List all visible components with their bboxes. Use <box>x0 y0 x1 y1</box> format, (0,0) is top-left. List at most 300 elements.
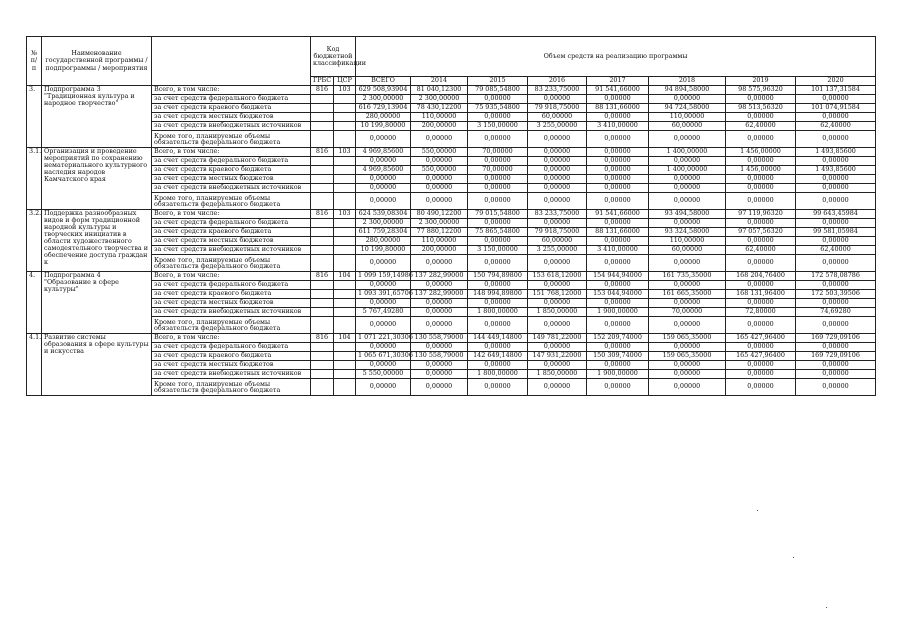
amount-cell: 161 665,35000 <box>649 290 726 299</box>
amount-cell: 0,00000 <box>528 379 587 396</box>
amount-cell: 0,00000 <box>468 379 528 396</box>
funding-source: Кроме того, планируемые объемы обязательств федерального бюджета <box>152 379 311 396</box>
csr-code: 103 <box>334 86 356 95</box>
amount-cell: 0,00000 <box>649 379 726 396</box>
amount-cell: 98 575,96320 <box>726 86 796 95</box>
amount-cell: 0,00000 <box>356 361 411 370</box>
amount-cell: 153 618,12000 <box>528 272 587 281</box>
amount-cell: 0,00000 <box>649 131 726 148</box>
amount-cell: 0,00000 <box>796 131 876 148</box>
col-source-header <box>152 37 311 86</box>
amount-cell: 81 040,12300 <box>411 86 468 95</box>
funding-source: за счет средств краевого бюджета <box>152 290 311 299</box>
amount-cell: 0,00000 <box>587 184 649 193</box>
csr-code <box>334 246 356 255</box>
amount-cell: 0,00000 <box>411 157 468 166</box>
amount-cell: 110,00000 <box>411 237 468 246</box>
grbs-code <box>311 219 334 228</box>
amount-cell: 154 944,94000 <box>587 272 649 281</box>
amount-cell: 62,40000 <box>796 246 876 255</box>
amount-cell: 99 581,05984 <box>796 228 876 237</box>
table-row <box>27 334 876 343</box>
amount-cell: 0,00000 <box>726 255 796 272</box>
csr-code <box>334 113 356 122</box>
amount-cell: 110,00000 <box>649 113 726 122</box>
grbs-code <box>311 246 334 255</box>
amount-cell: 0,00000 <box>528 193 587 210</box>
row-number: 3.1. <box>27 148 42 210</box>
amount-cell: 0,00000 <box>796 95 876 104</box>
amount-cell: 4 969,85600 <box>356 166 411 175</box>
scan-speck <box>793 557 794 558</box>
amount-cell: 70,00000 <box>468 148 528 157</box>
amount-cell: 3 410,00000 <box>587 122 649 131</box>
row-number: 3. <box>27 86 42 148</box>
table-row <box>27 166 876 175</box>
amount-cell: 165 427,96400 <box>726 334 796 343</box>
amount-cell: 77 880,12200 <box>411 228 468 237</box>
amount-cell: 1 900,00000 <box>587 370 649 379</box>
amount-cell: 0,00000 <box>411 379 468 396</box>
amount-cell: 99 643,45984 <box>796 210 876 219</box>
funding-source: за счет средств внебюджетных источников <box>152 246 311 255</box>
table-row <box>27 175 876 184</box>
table-row <box>27 361 876 370</box>
amount-cell: 0,00000 <box>528 343 587 352</box>
csr-code <box>334 184 356 193</box>
amount-cell: 0,00000 <box>411 370 468 379</box>
amount-cell: 149 781,22000 <box>528 334 587 343</box>
amount-cell: 0,00000 <box>356 343 411 352</box>
amount-cell: 75 935,54800 <box>468 104 528 113</box>
funding-source: Всего, в том числе: <box>152 272 311 281</box>
grbs-code <box>311 184 334 193</box>
funding-source: Всего, в том числе: <box>152 334 311 343</box>
table-row <box>27 113 876 122</box>
funding-source: за счет средств местных бюджетов <box>152 237 311 246</box>
funding-source: за счет средств краевого бюджета <box>152 228 311 237</box>
table-row <box>27 370 876 379</box>
csr-code <box>334 308 356 317</box>
csr-code <box>334 219 356 228</box>
table-row <box>27 290 876 299</box>
amount-cell: 0,00000 <box>411 308 468 317</box>
funding-source: за счет средств внебюджетных источников <box>152 370 311 379</box>
amount-cell: 2 300,00000 <box>356 219 411 228</box>
funding-source: за счет средств местных бюджетов <box>152 113 311 122</box>
table-row <box>27 317 876 334</box>
amount-cell: 0,00000 <box>726 219 796 228</box>
amount-cell: 0,00000 <box>649 281 726 290</box>
csr-code: 103 <box>334 210 356 219</box>
amount-cell: 0,00000 <box>726 157 796 166</box>
funding-source: за счет средств федерального бюджета <box>152 157 311 166</box>
amount-cell: 280,00000 <box>356 237 411 246</box>
grbs-code <box>311 166 334 175</box>
amount-cell: 0,00000 <box>587 131 649 148</box>
amount-cell: 1 800,00000 <box>468 308 528 317</box>
amount-cell: 0,00000 <box>528 361 587 370</box>
amount-cell: 94 724,58000 <box>649 104 726 113</box>
amount-cell: 0,00000 <box>468 113 528 122</box>
amount-cell: 0,00000 <box>726 299 796 308</box>
amount-cell: 0,00000 <box>587 299 649 308</box>
grbs-code <box>311 157 334 166</box>
funding-source: Всего, в том числе: <box>152 210 311 219</box>
amount-cell: 0,00000 <box>356 255 411 272</box>
amount-cell: 0,00000 <box>528 281 587 290</box>
table-row <box>27 122 876 131</box>
budget-table <box>26 36 876 396</box>
csr-code: 104 <box>334 272 356 281</box>
amount-cell: 91 541,66000 <box>587 86 649 95</box>
amount-cell: 0,00000 <box>726 370 796 379</box>
amount-cell: 0,00000 <box>468 219 528 228</box>
amount-cell: 94 894,58000 <box>649 86 726 95</box>
amount-cell: 75 865,54800 <box>468 228 528 237</box>
amount-cell: 1 850,00000 <box>528 308 587 317</box>
amount-cell: 0,00000 <box>796 343 876 352</box>
csr-code <box>334 157 356 166</box>
amount-cell: 1 400,00000 <box>649 166 726 175</box>
amount-cell: 0,00000 <box>587 175 649 184</box>
amount-cell: 0,00000 <box>726 317 796 334</box>
amount-cell: 137 282,99000 <box>411 272 468 281</box>
csr-code: 103 <box>334 148 356 157</box>
amount-cell: 83 233,75000 <box>528 210 587 219</box>
amount-cell: 2 300,00000 <box>356 95 411 104</box>
amount-cell: 0,00000 <box>411 361 468 370</box>
csr-code <box>334 317 356 334</box>
amount-cell: 62,40000 <box>726 122 796 131</box>
amount-cell: 0,00000 <box>796 370 876 379</box>
amount-cell: 0,00000 <box>528 148 587 157</box>
amount-cell: 0,00000 <box>528 95 587 104</box>
amount-cell: 60,00000 <box>528 237 587 246</box>
csr-code <box>334 281 356 290</box>
csr-code <box>334 343 356 352</box>
table-row <box>27 255 876 272</box>
amount-cell: 0,00000 <box>726 95 796 104</box>
csr-code <box>334 175 356 184</box>
amount-cell: 0,00000 <box>528 219 587 228</box>
amount-cell: 172 503,39506 <box>796 290 876 299</box>
amount-cell: 0,00000 <box>356 317 411 334</box>
amount-cell: 5 767,49280 <box>356 308 411 317</box>
program-name: Развитие системы образования в сфере культуры и искусства <box>42 334 152 396</box>
amount-cell: 79 918,75000 <box>528 104 587 113</box>
amount-cell: 70,00000 <box>649 308 726 317</box>
amount-cell: 147 931,22000 <box>528 352 587 361</box>
amount-cell: 629 508,93904 <box>356 86 411 95</box>
table-row <box>27 281 876 290</box>
amount-cell: 0,00000 <box>649 95 726 104</box>
amount-cell: 0,00000 <box>796 184 876 193</box>
amount-cell: 144 449,14800 <box>468 334 528 343</box>
table-row <box>27 299 876 308</box>
amount-cell: 550,00000 <box>411 166 468 175</box>
amount-cell: 0,00000 <box>356 281 411 290</box>
col-csr-header: ЦСР <box>334 77 356 86</box>
amount-cell: 200,00000 <box>411 122 468 131</box>
amount-cell: 0,00000 <box>796 317 876 334</box>
amount-cell: 0,00000 <box>356 184 411 193</box>
table-row <box>27 228 876 237</box>
table-row <box>27 210 876 219</box>
amount-cell: 0,00000 <box>468 281 528 290</box>
amount-cell: 1 800,00000 <box>468 370 528 379</box>
amount-cell: 1 400,00000 <box>649 148 726 157</box>
amount-cell: 0,00000 <box>587 219 649 228</box>
amount-cell: 1 456,00000 <box>726 166 796 175</box>
grbs-code <box>311 308 334 317</box>
amount-cell: 0,00000 <box>411 299 468 308</box>
amount-cell: 0,00000 <box>587 343 649 352</box>
amount-cell: 0,00000 <box>726 237 796 246</box>
amount-cell: 0,00000 <box>468 317 528 334</box>
csr-code <box>334 122 356 131</box>
amount-cell: 0,00000 <box>411 255 468 272</box>
amount-cell: 0,00000 <box>468 255 528 272</box>
amount-cell: 0,00000 <box>468 361 528 370</box>
amount-cell: 0,00000 <box>587 379 649 396</box>
grbs-code <box>311 343 334 352</box>
amount-cell: 172 578,08786 <box>796 272 876 281</box>
amount-cell: 153 044,94000 <box>587 290 649 299</box>
scan-speck <box>826 607 827 608</box>
amount-cell: 72,80000 <box>726 308 796 317</box>
grbs-code <box>311 290 334 299</box>
table-row <box>27 148 876 157</box>
grbs-code <box>311 352 334 361</box>
amount-cell: 142 649,14800 <box>468 352 528 361</box>
grbs-code: 816 <box>311 86 334 95</box>
funding-source: Кроме того, планируемые объемы обязательств федерального бюджета <box>152 317 311 334</box>
amount-cell: 0,00000 <box>528 184 587 193</box>
table-row <box>27 157 876 166</box>
amount-cell: 0,00000 <box>411 193 468 210</box>
table-row <box>27 86 876 95</box>
amount-cell: 0,00000 <box>356 193 411 210</box>
amount-cell: 0,00000 <box>468 299 528 308</box>
funding-source: за счет средств краевого бюджета <box>152 104 311 113</box>
csr-code <box>334 352 356 361</box>
grbs-code: 816 <box>311 334 334 343</box>
program-name: Подпрограмма 3 "Традиционная культура и народное творчество" <box>42 86 152 148</box>
table-row <box>27 343 876 352</box>
amount-cell: 1 493,85600 <box>796 148 876 157</box>
amount-cell: 101 137,31584 <box>796 86 876 95</box>
grbs-code <box>311 175 334 184</box>
csr-code <box>334 255 356 272</box>
amount-cell: 0,00000 <box>468 237 528 246</box>
amount-cell: 62,40000 <box>796 122 876 131</box>
amount-cell: 0,00000 <box>796 255 876 272</box>
amount-cell: 0,00000 <box>726 113 796 122</box>
amount-cell: 0,00000 <box>796 113 876 122</box>
csr-code <box>334 228 356 237</box>
csr-code <box>334 95 356 104</box>
grbs-code <box>311 237 334 246</box>
col-year-header: ВСЕГО <box>356 77 411 86</box>
amount-cell: 0,00000 <box>649 255 726 272</box>
amount-cell: 0,00000 <box>411 175 468 184</box>
amount-cell: 0,00000 <box>649 175 726 184</box>
amount-cell: 88 131,66000 <box>587 104 649 113</box>
amount-cell: 0,00000 <box>726 343 796 352</box>
funding-source: Кроме того, планируемые объемы обязательств федерального бюджета <box>152 193 311 210</box>
csr-code <box>334 370 356 379</box>
amount-cell: 148 994,89800 <box>468 290 528 299</box>
amount-cell: 1 099 159,14986 <box>356 272 411 281</box>
amount-cell: 168 131,96400 <box>726 290 796 299</box>
amount-cell: 2 300,00000 <box>411 219 468 228</box>
amount-cell: 0,00000 <box>726 281 796 290</box>
csr-code <box>334 166 356 175</box>
amount-cell: 97 119,96320 <box>726 210 796 219</box>
amount-cell: 1 456,00000 <box>726 148 796 157</box>
amount-cell: 0,00000 <box>726 379 796 396</box>
amount-cell: 3 255,00000 <box>528 246 587 255</box>
amount-cell: 161 735,35000 <box>649 272 726 281</box>
col-volume-header: Объем средств на реализацию программы <box>356 37 876 77</box>
grbs-code <box>311 255 334 272</box>
amount-cell: 0,00000 <box>649 193 726 210</box>
funding-source: за счет средств местных бюджетов <box>152 361 311 370</box>
table-row <box>27 246 876 255</box>
amount-cell: 0,00000 <box>356 379 411 396</box>
amount-cell: 0,00000 <box>649 299 726 308</box>
funding-source: Всего, в том числе: <box>152 86 311 95</box>
table-row <box>27 308 876 317</box>
row-number: 4.1. <box>27 334 42 396</box>
amount-cell: 80 490,12200 <box>411 210 468 219</box>
amount-cell: 98 513,56320 <box>726 104 796 113</box>
table-row <box>27 219 876 228</box>
table-row <box>27 184 876 193</box>
amount-cell: 0,00000 <box>796 175 876 184</box>
scan-speck <box>757 510 758 511</box>
amount-cell: 91 541,66000 <box>587 210 649 219</box>
amount-cell: 611 759,28304 <box>356 228 411 237</box>
funding-source: за счет средств внебюджетных источников <box>152 184 311 193</box>
amount-cell: 0,00000 <box>796 193 876 210</box>
amount-cell: 3 150,00000 <box>468 246 528 255</box>
amount-cell: 83 233,75000 <box>528 86 587 95</box>
amount-cell: 79 015,54800 <box>468 210 528 219</box>
csr-code <box>334 237 356 246</box>
amount-cell: 0,00000 <box>649 343 726 352</box>
csr-code <box>334 290 356 299</box>
amount-cell: 1 093 391,65706 <box>356 290 411 299</box>
amount-cell: 550,00000 <box>411 148 468 157</box>
amount-cell: 280,00000 <box>356 113 411 122</box>
grbs-code <box>311 95 334 104</box>
table-row <box>27 193 876 210</box>
grbs-code: 816 <box>311 148 334 157</box>
col-year-header: 2015 <box>468 77 528 86</box>
amount-cell: 0,00000 <box>528 166 587 175</box>
amount-cell: 0,00000 <box>468 175 528 184</box>
funding-source: за счет средств федерального бюджета <box>152 95 311 104</box>
col-year-header: 2016 <box>528 77 587 86</box>
amount-cell: 70,00000 <box>468 166 528 175</box>
amount-cell: 0,00000 <box>726 193 796 210</box>
amount-cell: 150 309,74000 <box>587 352 649 361</box>
amount-cell: 0,00000 <box>587 237 649 246</box>
amount-cell: 0,00000 <box>796 237 876 246</box>
csr-code <box>334 193 356 210</box>
col-num-header: № п/п <box>27 37 42 86</box>
amount-cell: 3 410,00000 <box>587 246 649 255</box>
amount-cell: 0,00000 <box>528 157 587 166</box>
amount-cell: 60,00000 <box>528 113 587 122</box>
funding-source: за счет средств местных бюджетов <box>152 299 311 308</box>
amount-cell: 0,00000 <box>726 175 796 184</box>
funding-source: за счет средств внебюджетных источников <box>152 122 311 131</box>
amount-cell: 79 918,75000 <box>528 228 587 237</box>
amount-cell: 159 065,35000 <box>649 334 726 343</box>
amount-cell: 10 199,80000 <box>356 246 411 255</box>
amount-cell: 0,00000 <box>587 148 649 157</box>
csr-code <box>334 104 356 113</box>
funding-source: Кроме того, планируемые объемы обязательств федерального бюджета <box>152 131 311 148</box>
amount-cell: 200,00000 <box>411 246 468 255</box>
csr-code <box>334 299 356 308</box>
amount-cell: 0,00000 <box>468 193 528 210</box>
program-name: Подпрограмма 4 "Образование в сфере культуры" <box>42 272 152 334</box>
grbs-code <box>311 370 334 379</box>
grbs-code: 816 <box>311 272 334 281</box>
funding-source: Кроме того, планируемые объемы обязательств федерального бюджета <box>152 255 311 272</box>
row-number: 4. <box>27 272 42 334</box>
amount-cell: 5 550,00000 <box>356 370 411 379</box>
grbs-code <box>311 228 334 237</box>
amount-cell: 0,00000 <box>468 184 528 193</box>
amount-cell: 0,00000 <box>726 184 796 193</box>
program-name: Поддержка разнообразных видов и форм традиционной народной культуры и творческих инициатив в области художественного самодеятельного творчества и обеспечение доступа граждан к <box>42 210 152 272</box>
col-code-header: Код бюджетной классификации <box>311 37 356 77</box>
amount-cell: 0,00000 <box>649 370 726 379</box>
funding-source: за счет средств внебюджетных источников <box>152 308 311 317</box>
amount-cell: 62,40000 <box>726 246 796 255</box>
row-number: 3.2. <box>27 210 42 272</box>
amount-cell: 0,00000 <box>411 281 468 290</box>
amount-cell: 60,00000 <box>649 246 726 255</box>
amount-cell: 0,00000 <box>356 131 411 148</box>
amount-cell: 60,00000 <box>649 122 726 131</box>
amount-cell: 110,00000 <box>649 237 726 246</box>
amount-cell: 151 768,12000 <box>528 290 587 299</box>
amount-cell: 0,00000 <box>649 184 726 193</box>
amount-cell: 159 065,35000 <box>649 352 726 361</box>
funding-source: за счет средств федерального бюджета <box>152 281 311 290</box>
grbs-code <box>311 299 334 308</box>
table-row <box>27 237 876 246</box>
amount-cell: 10 199,80000 <box>356 122 411 131</box>
amount-cell: 0,00000 <box>587 157 649 166</box>
amount-cell: 0,00000 <box>587 193 649 210</box>
amount-cell: 93 494,58000 <box>649 210 726 219</box>
amount-cell: 169 729,09106 <box>796 352 876 361</box>
grbs-code <box>311 193 334 210</box>
amount-cell: 130 558,79000 <box>411 352 468 361</box>
col-grbs-header: ГРБС <box>311 77 334 86</box>
funding-source: за счет средств федерального бюджета <box>152 343 311 352</box>
amount-cell: 2 300,00000 <box>411 95 468 104</box>
col-year-header: 2019 <box>726 77 796 86</box>
table-row <box>27 379 876 396</box>
